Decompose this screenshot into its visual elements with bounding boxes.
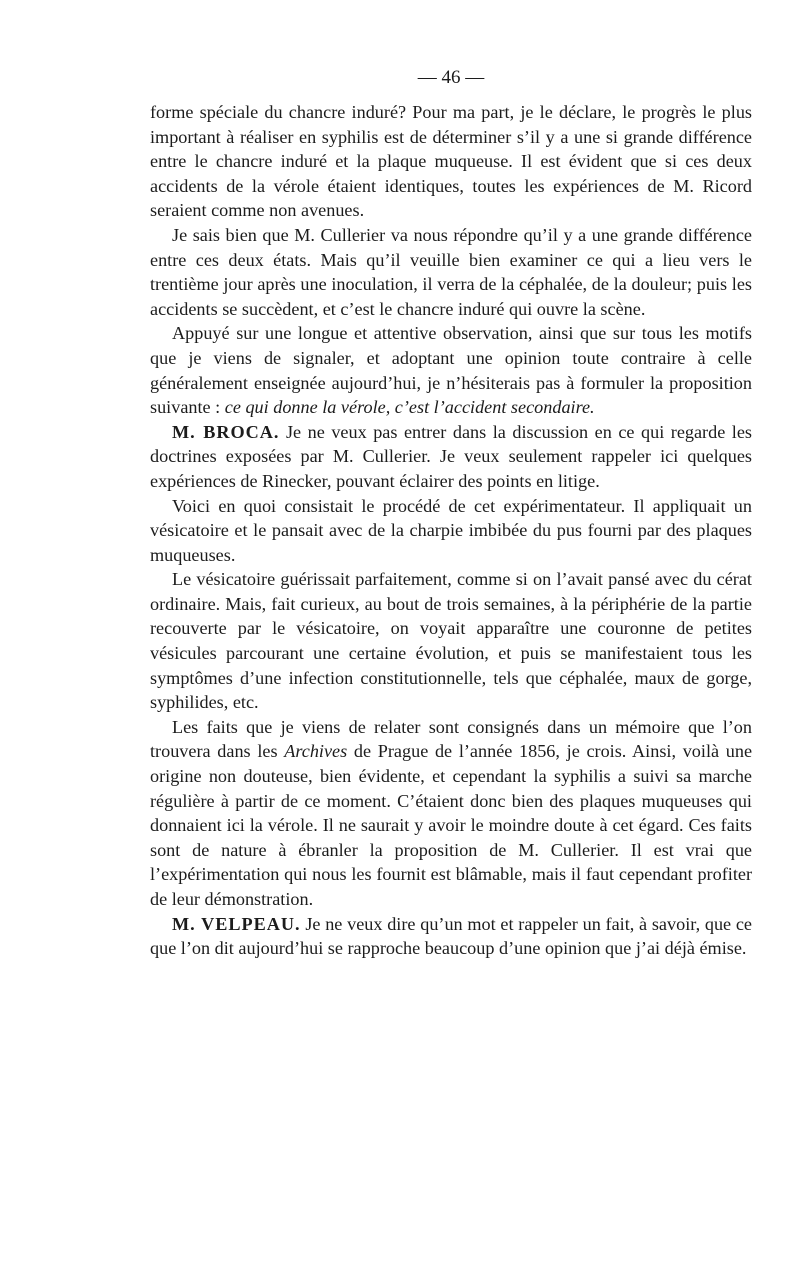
- paragraph-3-text: Appuyé sur une longue et attentive observation, ainsi que sur tous les motifs que je viens de signaler, et adoptant une opinion toute contraire à celle généralement enseignée aujourd’hui, je n’hésiterais pas à formuler la proposition suivante :: [150, 323, 752, 418]
- paragraph-3: [150, 321, 752, 419]
- paragraph-6: [150, 567, 752, 715]
- paragraph-8-text: Je ne veux dire qu’un mot et rappeler un fait, à savoir, que ce que l’on dit aujourd’hui se rapproche beaucoup d’une opinion que j’ai déjà émise.: [150, 913, 752, 959]
- paragraph-7-italic: Archives: [284, 741, 348, 762]
- paragraph-1-text: forme spéciale du chancre induré? Pour ma part, je le déclare, le progrès le plus important à réaliser en syphilis est de déterminer s’il y a une si grande différence entre le chancre induré et la plaque muqueuse. Il est évident que si ces deux accidents de la vérole étaient identiques, toutes les expériences de M. Ricord seraient comme non avenues.: [150, 102, 752, 221]
- page-number: — 46 —: [417, 67, 485, 88]
- document-page: [150, 66, 752, 961]
- paragraph-4-text: Je ne veux pas entrer dans la discussion en ce qui regarde les doctrines exposées par M. Cullerier. Je veux seulement rappeler ici quelques expériences de Rinecker, pouvant éclairer des points en litige.: [150, 421, 753, 491]
- speaker-velpeau: M. VELPEAU.: [172, 913, 301, 934]
- paragraph-5: [150, 494, 752, 568]
- paragraph-7-text-before: Les faits que je viens de relater sont consignés dans un mémoire que l’on trouvera dans les: [150, 716, 752, 762]
- paragraph-7-text: de Prague de l’année 1856, je crois. Ainsi, voilà une origine non douteuse, bien évidente, et cependant la syphilis a suivi sa marche régulière à partir de ce moment. C’étaient donc bien des plaques muqueuses qui donnaient ici la vérole. Il ne saurait y avoir le moindre doute à cet égard. Ces faits sont de nature à ébranler la proposition de M. Cullerier. Il est vrai que l’expérimentation qui nous les fournit est blâmable, mais il faut cependant profiter de leur démonstration.: [150, 741, 753, 909]
- paragraph-4: [150, 420, 752, 494]
- paragraph-7: [150, 715, 752, 912]
- speaker-broca: M. BROCA.: [172, 421, 280, 442]
- paragraph-1: [150, 100, 752, 223]
- paragraph-2-text: Je sais bien que M. Cullerier va nous répondre qu’il y a une grande différence entre ces deux états. Mais qu’il veuille bien examiner ce qui a lieu vers le trentième jour après une inoculation, il verra de la céphalée, de la douleur; puis les accidents se succèdent, et c’est le chancre induré qui ouvre la scène.: [150, 224, 752, 319]
- paragraph-5-text: Voici en quoi consistait le procédé de cet expérimentateur. Il appliquait un vésicatoire et le pansait avec de la charpie imbibée du pus fourni par des plaques muqueuses.: [150, 495, 752, 565]
- paragraph-3-italic: ce qui donne la vérole, c’est l’accident secondaire.: [224, 397, 595, 418]
- paragraph-6-text: Le vésicatoire guérissait parfaitement, comme si on l’avait pansé avec du cérat ordinaire. Mais, fait curieux, au bout de trois semaines, à la périphérie de la partie recouverte par le vésicatoire, on voyait apparaître une couronne de petites vésicules parcourant une certaine évolution, et puis se manifestaient tous les symptômes d’une infection constitutionnelle, tels que céphalée, maux de gorge, syphilides, etc.: [150, 569, 752, 713]
- paragraph-2: [150, 223, 752, 321]
- paragraph-8: [150, 912, 752, 961]
